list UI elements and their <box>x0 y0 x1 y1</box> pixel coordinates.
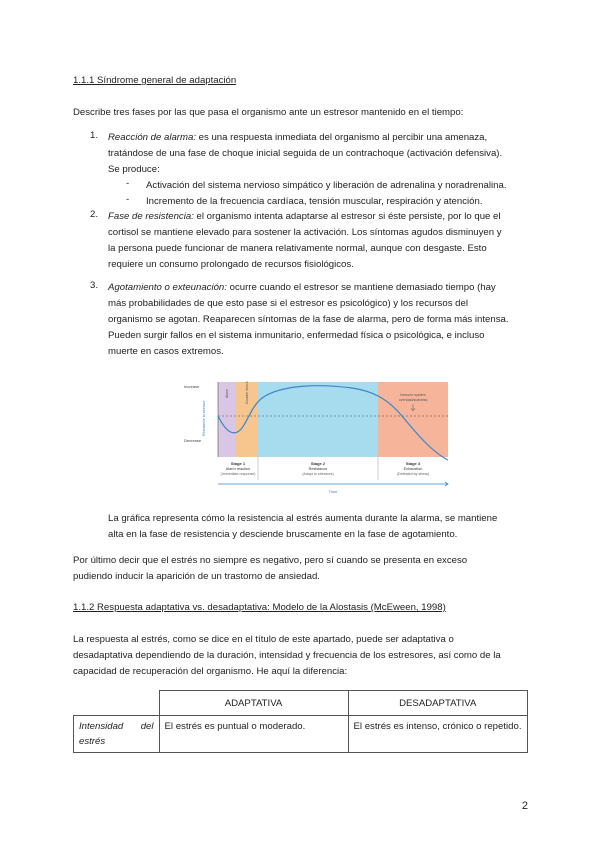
list-number-1: 1. <box>90 130 99 141</box>
exhaustion-note-2: overload/sickness <box>398 398 428 402</box>
page-number: 2 <box>521 800 528 812</box>
list-number-3: 3. <box>90 280 99 291</box>
phase-2-text: el organismo intenta adaptarse al estresor si éste persiste, por lo que el <box>196 211 501 222</box>
stage-2-name: Resistance <box>308 467 328 471</box>
intro-paragraph: Describe tres fases por las que pasa el organismo ante un estresor mantenido en el tiempo: <box>73 107 464 118</box>
phase-1-line2: tratándose de una fase de choque inicial seguida de un contrachoque (activación defensiva). <box>108 148 503 159</box>
stage-2-title: Stage 2 <box>310 461 326 466</box>
header-adaptativa: ADAPTATIVA <box>159 691 348 716</box>
cell-adaptativa: El estrés es puntual o moderado. <box>159 716 348 753</box>
para-line: desadaptativa dependiendo de la duración, intensidad y frecuencia de los estresores, así como de la <box>73 650 501 661</box>
stage-3-title: Stage 3 <box>405 461 421 466</box>
time-label: Time <box>328 489 338 494</box>
closing-line: Por último decir que el estrés no siempre es negativo, pero sí cuando se presenta en exceso <box>73 555 468 566</box>
phase-1-name: Reacción de alarma: <box>108 132 196 143</box>
chart-caption <box>108 511 528 543</box>
section-heading-1: 1.1.1 Síndrome general de adaptación <box>73 75 237 86</box>
y-bottom-label: Decrease <box>184 438 202 443</box>
phase-1-bullet-2: Incremento de la frecuencia cardíaca, tensión muscular, respiración y atención. <box>146 196 483 207</box>
phase-3-line: más probabilidades de que esto pase si el estresor es psicológico) y los recursos del <box>108 298 468 309</box>
phase-1-item <box>108 130 528 178</box>
phase-1-text: es una respuesta inmediata del organismo al percibir una amenaza, <box>198 132 488 143</box>
stress-adaptation-chart <box>182 376 454 500</box>
exhaustion-note-1: Immune system <box>400 393 426 397</box>
y-top-label: Increase <box>184 384 200 389</box>
caption-line: La gráfica representa cómo la resistencia al estrés aumenta durante la alarma, se mantiene <box>108 513 498 524</box>
header-desadaptativa: DESADAPTATIVA <box>348 691 528 716</box>
stage-3-name: Exhaustion <box>403 467 423 471</box>
row-label: Intensidad del estrés <box>74 716 160 753</box>
stage-3-desc: (Defeated by stress) <box>396 472 430 476</box>
table-header-row <box>74 691 528 716</box>
counter-shock-label: Counter shock <box>245 381 249 404</box>
phase-2-line: cortisol se mantiene elevado para sostener la activación. Los síntomas agudos disminuyen y <box>108 227 502 238</box>
phase-1-line3: Se produce: <box>108 164 160 175</box>
phase-2-line: requiere un consumo prolongado de recursos fisiológicos. <box>108 259 354 270</box>
table-row <box>74 716 528 753</box>
bullet-dash: - <box>126 194 130 205</box>
phase-2-line: la persona puede funcionar de manera relativamente normal, aunque con desgaste. Esto <box>108 243 487 254</box>
phase-3-line: organismo se agotan. Reaparecen síntomas de la fase de alarma, pero de forma más intensa. <box>108 314 509 325</box>
phase-2-name: Fase de resistencia: <box>108 211 194 222</box>
phase-2-item <box>108 209 528 273</box>
caption-line: alta en la fase de resistencia y desciende bruscamente en la fase de agotamiento. <box>108 529 458 540</box>
section-heading-2: 1.1.2 Respuesta adaptativa vs. desadaptativa: Modelo de la Alostasis (McEween, 1998) <box>73 602 446 613</box>
phase-3-item <box>108 280 528 360</box>
phase-3-text: ocurre cuando el estresor se mantiene demasiado tiempo (hay <box>229 282 496 293</box>
phase-1-bullet-1: Activación del sistema nervioso simpático y liberación de adrenalina y noradrenalina. <box>146 180 507 191</box>
alarm-label: Alarm <box>225 388 229 398</box>
closing-paragraph <box>73 553 528 585</box>
table-corner-cell <box>74 691 160 716</box>
closing-line: pudiendo inducir la aparición de un trastorno de ansiedad. <box>73 571 320 582</box>
stage-1-name: Alarm reaction <box>225 467 251 471</box>
cell-desadaptativa: El estrés es intenso, crónico o repetido. <box>348 716 528 753</box>
resistance-band <box>258 382 378 457</box>
phase-3-line: Pueden surgir fallos en el sistema inmunitario, enfermedad física o psicológica, e incluso <box>108 330 485 341</box>
para-line: La respuesta al estrés, como se dice en el título de este apartado, puede ser adaptativa o <box>73 634 454 645</box>
y-axis-title: Resistance to stressor <box>202 400 206 436</box>
bullet-dash: - <box>126 178 130 189</box>
stage-2-desc: (Adapt to stressors) <box>302 472 334 476</box>
stage-1-title: Stage 1 <box>230 461 246 466</box>
phase-3-name: Agotamiento o exteunación: <box>108 282 227 293</box>
section-2-paragraph <box>73 632 528 680</box>
comparison-table <box>73 690 528 753</box>
phase-3-line: muerte en casos extremos. <box>108 346 224 357</box>
list-number-2: 2. <box>90 209 99 220</box>
para-line: capacidad de recuperación del organismo. He aquí la diferencia: <box>73 666 348 677</box>
stage-1-desc: (Immediate response) <box>220 472 256 476</box>
